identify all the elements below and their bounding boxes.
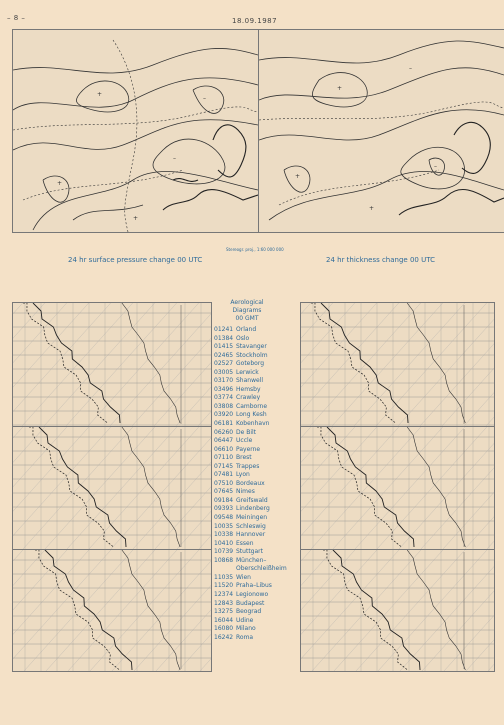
station-code: 10035 xyxy=(214,522,234,530)
station-name: Hemsby xyxy=(236,385,261,393)
skewt-plot xyxy=(13,550,211,671)
station-row xyxy=(214,394,298,403)
legend-title-line-3: 00 GMT xyxy=(235,315,259,322)
svg-text:+: + xyxy=(295,173,301,180)
svg-text:+: + xyxy=(97,91,103,98)
surface-pressure-change-map xyxy=(12,29,259,233)
station-name: Goteborg xyxy=(236,360,265,368)
skewt-plot xyxy=(301,550,494,671)
svg-text:–: – xyxy=(173,155,176,162)
station-code: 01241 xyxy=(214,326,234,333)
station-row xyxy=(214,343,298,352)
svg-text:+: + xyxy=(337,85,343,92)
station-name: Praha–Libus xyxy=(236,582,272,590)
station-code: 02465 xyxy=(214,351,234,359)
station-code: 03920 xyxy=(214,411,234,419)
station-code: 06181 xyxy=(214,420,234,428)
station-name: Legionowo xyxy=(236,590,269,598)
skewt-plot xyxy=(13,427,211,549)
station-code: 06447 xyxy=(214,437,234,445)
station-code: 06260 xyxy=(214,428,234,436)
station-name: Kobenhavn xyxy=(236,420,270,428)
station-name: Trappes xyxy=(236,462,260,470)
station-code: 10868 xyxy=(214,556,234,564)
aerological-diagram-right-1 xyxy=(300,302,495,427)
aerological-diagram-left-3 xyxy=(12,549,212,672)
station-code: 10338 xyxy=(214,531,234,539)
station-row xyxy=(214,386,298,395)
station-row xyxy=(214,600,298,609)
station-code: 16242 xyxy=(214,633,234,641)
station-name: Uccle xyxy=(236,437,253,445)
station-code: 03496 xyxy=(214,385,234,393)
station-name: Roma xyxy=(236,633,254,641)
station-name: Oslo xyxy=(236,334,250,342)
station-row xyxy=(214,531,298,540)
station-code: 01384 xyxy=(214,334,234,342)
station-code: 10410 xyxy=(214,539,234,547)
station-code: 13275 xyxy=(214,608,234,616)
station-name: Essen xyxy=(236,539,254,547)
skewt-plot xyxy=(13,303,211,426)
station-row xyxy=(214,488,298,497)
station-name: Nimes xyxy=(236,488,255,496)
station-name: Lyon xyxy=(236,471,250,479)
station-row xyxy=(214,403,298,412)
station-name: Budapest xyxy=(236,599,265,607)
station-row xyxy=(214,608,298,617)
station-row xyxy=(214,369,298,378)
station-row xyxy=(214,497,298,506)
station-name: Udine xyxy=(236,616,254,624)
station-row xyxy=(214,411,298,420)
svg-text:–: – xyxy=(434,163,437,170)
svg-text:–: – xyxy=(409,65,412,72)
station-row xyxy=(214,514,298,523)
station-row xyxy=(214,360,298,369)
station-code xyxy=(214,565,236,574)
station-code: 16080 xyxy=(214,625,234,633)
station-row xyxy=(214,352,298,361)
station-row xyxy=(214,565,298,574)
station-code: 16044 xyxy=(214,616,234,624)
station-name: Payerne xyxy=(236,445,261,453)
station-name: Wien xyxy=(236,573,251,581)
station-code: 01415 xyxy=(214,343,234,351)
station-code: 11520 xyxy=(214,582,234,590)
station-row xyxy=(214,480,298,489)
aerological-diagram-left-2 xyxy=(12,426,212,550)
svg-text:+: + xyxy=(133,215,139,222)
station-row xyxy=(214,582,298,591)
projection-scale-note: Stereogr. proj., 1:60 000 000 xyxy=(226,247,284,252)
station-code: 02527 xyxy=(214,360,234,368)
station-code: 09393 xyxy=(214,505,234,513)
surface-pressure-isolines xyxy=(13,30,258,232)
aerological-diagram-right-2 xyxy=(300,426,495,550)
station-name: Orland xyxy=(236,326,257,333)
station-row xyxy=(214,463,298,472)
svg-text:+: + xyxy=(57,180,63,187)
station-code: 07145 xyxy=(214,462,234,470)
station-row xyxy=(214,617,298,626)
station-name: Shanwell xyxy=(236,377,264,385)
station-row xyxy=(214,446,298,455)
station-name: Beograd xyxy=(236,608,262,616)
svg-text:+: + xyxy=(369,205,375,212)
station-row xyxy=(214,625,298,634)
station-row xyxy=(214,523,298,532)
station-name: München– xyxy=(236,556,267,564)
station-row xyxy=(214,420,298,429)
station-row xyxy=(214,454,298,463)
station-list xyxy=(214,326,298,642)
station-name: Milano xyxy=(236,625,256,633)
report-date: 18.09.1987 xyxy=(232,17,278,25)
station-code: 06610 xyxy=(214,445,234,453)
station-code: 07110 xyxy=(214,454,234,462)
skewt-plot xyxy=(301,303,494,426)
station-name: Lindenberg xyxy=(236,505,270,513)
station-code: 07481 xyxy=(214,471,234,479)
station-code: 10739 xyxy=(214,548,234,556)
right-map-caption: 24 hr thickness change 00 UTC xyxy=(326,256,435,264)
station-name: Stavanger xyxy=(236,343,267,351)
station-code: 07645 xyxy=(214,488,234,496)
station-code: 09184 xyxy=(214,496,234,504)
station-name: Hannover xyxy=(236,531,266,539)
station-row xyxy=(214,557,298,566)
station-name: Camborne xyxy=(236,402,268,410)
station-code: 03005 xyxy=(214,368,234,376)
station-name: Brest xyxy=(236,454,252,462)
station-name: Greifswald xyxy=(236,496,268,504)
svg-text:–: – xyxy=(203,95,206,102)
page-number: – 8 – xyxy=(7,14,26,22)
station-name: Schleswig xyxy=(236,522,266,530)
station-code: 03774 xyxy=(214,394,234,402)
station-row xyxy=(214,377,298,386)
station-row xyxy=(214,634,298,643)
station-name: Meiningen xyxy=(236,514,268,522)
station-row xyxy=(214,591,298,600)
station-row xyxy=(214,429,298,438)
station-name: Lerwick xyxy=(236,368,259,376)
aerological-diagram-right-3 xyxy=(300,549,495,672)
station-name: Stuttgart xyxy=(236,548,263,556)
thickness-change-isolines xyxy=(259,30,504,232)
station-row xyxy=(214,540,298,549)
station-row xyxy=(214,471,298,480)
aerological-diagram-left-1 xyxy=(12,302,212,427)
station-row xyxy=(214,574,298,583)
station-code: 12843 xyxy=(214,599,234,607)
station-name: De Bilt xyxy=(236,428,257,436)
station-row xyxy=(214,548,298,557)
left-map-caption: 24 hr surface pressure change 00 UTC xyxy=(68,256,203,264)
station-code: 09548 xyxy=(214,514,234,522)
station-row xyxy=(214,437,298,446)
station-name: Stockholm xyxy=(236,351,268,359)
station-code: 12374 xyxy=(214,590,234,598)
station-code: 03808 xyxy=(214,402,234,410)
thickness-change-map xyxy=(258,29,504,233)
legend-title-line-2: Diagrams xyxy=(232,307,262,314)
station-name: Crawley xyxy=(236,394,261,402)
station-name: Long Kesh xyxy=(236,411,267,419)
station-code: 07510 xyxy=(214,479,234,487)
station-row xyxy=(214,335,298,344)
skewt-plot xyxy=(301,427,494,549)
station-code: 11035 xyxy=(214,573,234,581)
station-row xyxy=(214,505,298,514)
aerological-station-legend xyxy=(214,299,298,642)
station-name: Bordeaux xyxy=(236,479,265,487)
station-name: Oberschleißheim xyxy=(236,565,287,573)
legend-title-line-1: Aerological xyxy=(230,299,264,306)
station-code: 03170 xyxy=(214,377,234,385)
station-row xyxy=(214,326,298,335)
